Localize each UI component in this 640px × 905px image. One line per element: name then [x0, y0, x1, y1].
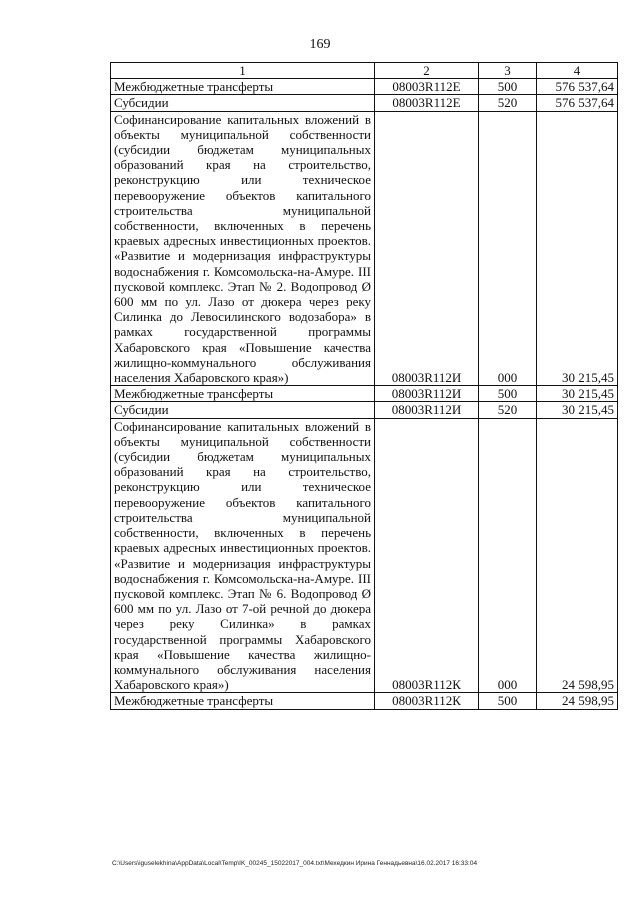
table-row — [111, 79, 618, 95]
row-name: Софинансирование капитальных вложений в объекты муниципальной собственности (субсидии бюджетам муниципальных образований края на строительство, реконструкцию или техническое перевооружение объектов капитального строительства муниципальной собственности, включенных в перечень краевых адресных инвестиционных проектов. «Развитие и модернизация инфраструктуры водоснабжения г. Комсомольска-на-Амуре. III пусковой комплекс. Этап № 2. Водопровод Ø 600 мм по ул. Лазо от дюкера через реку Силинка до Левосилинского водозабора» в рамках государственной программы Хабаровского края «Повышение качества жилищно-коммунального обслуживания населения Хабаровского края») — [111, 111, 375, 386]
row-code: 08003R112И — [375, 111, 479, 386]
row-type: 520 — [479, 95, 537, 111]
row-name: Межбюджетные трансферты — [111, 693, 375, 709]
row-name: Межбюджетные трансферты — [111, 386, 375, 402]
row-amount: 30 215,45 — [537, 402, 618, 418]
table-row — [111, 95, 618, 111]
header-cell: 1 — [111, 63, 375, 79]
header-cell: 3 — [479, 63, 537, 79]
row-name: Субсидии — [111, 95, 375, 111]
row-type: 000 — [479, 111, 537, 386]
table-row — [111, 693, 618, 709]
row-type: 520 — [479, 402, 537, 418]
page-number: 169 — [309, 37, 331, 52]
row-code: 08003R112E — [375, 79, 479, 95]
row-code: 08003R112И — [375, 386, 479, 402]
header-cell: 4 — [537, 63, 618, 79]
table-row — [111, 418, 618, 693]
table-row — [111, 111, 618, 386]
header-cell: 2 — [375, 63, 479, 79]
row-name: Субсидии — [111, 402, 375, 418]
row-amount: 576 537,64 — [537, 95, 618, 111]
row-amount: 576 537,64 — [537, 79, 618, 95]
row-type: 500 — [479, 693, 537, 709]
file-path-footer: C:\Users\iguselekhina\AppData\Local\Temp\IK_00245_15022017_004.txt\Мехедкин Ирина Геннадьевна\16.02.2017 16:33:04 — [112, 860, 478, 867]
table-row — [111, 402, 618, 418]
table-row — [111, 386, 618, 402]
row-type: 000 — [479, 418, 537, 693]
row-code: 08003R112И — [375, 402, 479, 418]
row-name: Софинансирование капитальных вложений в объекты муниципальной собственности (субсидии бюджетам муниципальных образований края на строительство, реконструкцию или техническое перевооружение объектов капитального строительства муниципальной собственности, включенных в перечень краевых адресных инвестиционных проектов. «Развитие и модернизация инфраструктуры водоснабжения г. Комсомольска-на-Амуре. III пусковой комплекс. Этап № 6. Водопровод Ø 600 мм по ул. Лазо от 7-ой речной до дюкера через реку Силинка» в рамках государственной программы Хабаровского края «Повышение качества жилищно-коммунального обслуживания населения Хабаровского края») — [111, 418, 375, 693]
row-type: 500 — [479, 386, 537, 402]
row-amount: 30 215,45 — [537, 386, 618, 402]
budget-table — [110, 62, 618, 710]
row-code: 08003R112К — [375, 693, 479, 709]
row-type: 500 — [479, 79, 537, 95]
row-amount: 24 598,95 — [537, 693, 618, 709]
row-amount: 30 215,45 — [537, 111, 618, 386]
row-code: 08003R112E — [375, 95, 479, 111]
table-header-row — [111, 63, 618, 79]
row-amount: 24 598,95 — [537, 418, 618, 693]
row-code: 08003R112К — [375, 418, 479, 693]
row-name: Межбюджетные трансферты — [111, 79, 375, 95]
